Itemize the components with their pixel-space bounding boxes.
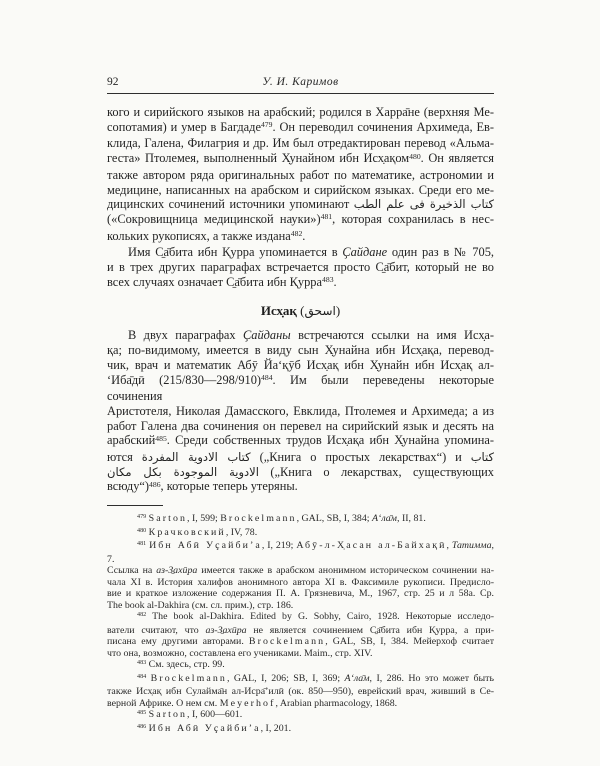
- text-segment: , I, 600—601.: [187, 709, 243, 721]
- text-segment: , которые теперь утеряны.: [160, 479, 298, 494]
- arabic-phrase: كتاب: [470, 450, 494, 465]
- text-line: [107, 479, 494, 496]
- text-segment: Ибн Абӣ Уҫайби’а: [148, 722, 261, 734]
- text-segment: кого и сирийского языков на арабский; родился в Харра̄не (верхняя Ме-: [107, 105, 494, 119]
- text-segment: , GAL, SB, I, 384;: [296, 513, 372, 525]
- text-segment: , II, 81.: [397, 513, 426, 525]
- text-line: [107, 212, 494, 229]
- text-line: [107, 686, 494, 698]
- footnote-ref: 481: [137, 541, 147, 548]
- footnote-ref: 485: [155, 433, 167, 443]
- text-line: [107, 105, 494, 120]
- running-title: У. И. Каримов: [262, 76, 339, 88]
- footnote-ref: 486: [149, 480, 161, 490]
- text-line: [107, 611, 494, 625]
- text-segment: The book al-Dakhira. Edited by G. Sobhy, Cairo, 1928. Некоторые исследо-: [146, 611, 494, 623]
- footnote-ref: 486: [137, 723, 147, 730]
- text-segment: («Сокровищница медицинской науки»): [107, 211, 321, 226]
- text-segment: Ҫайданы: [242, 328, 291, 343]
- text-segment: . Им были переведены некоторые сочинения: [107, 372, 494, 404]
- text-segment: не является сочинением С̱а̄бита ибн Қурра, а при-: [246, 624, 494, 636]
- text-segment: . Среди собственных трудов Исх̣ақа ибн Х̣унайна упомина-: [166, 433, 494, 448]
- text-line: [107, 465, 494, 480]
- footnote-ref: 481: [320, 212, 333, 222]
- text-segment: что она, возможно, составлена его учениками. Maim., стр. XIV.: [107, 647, 373, 659]
- text-segment: , I, 286. Но это может быть: [369, 672, 494, 684]
- footnote-ref: 480: [409, 151, 421, 161]
- footnotes: [107, 513, 494, 736]
- text-segment: См. здесь, стр. 99.: [146, 659, 225, 671]
- text-segment: .: [302, 228, 306, 243]
- text-segment: один раз в № 705,: [387, 245, 494, 260]
- text-segment: Ссылка на: [107, 565, 157, 577]
- running-head: [107, 76, 494, 94]
- text-line: [107, 636, 494, 648]
- text-line: [107, 328, 494, 343]
- text-segment: аз-З̱ахӣра: [156, 565, 198, 577]
- footnote-ref: 483: [322, 275, 334, 285]
- text-segment: Brockelmann: [220, 513, 297, 525]
- text-block: [107, 76, 494, 736]
- text-line: [107, 183, 494, 198]
- text-segment: . Он переводил сочинения Архимеда, Ев-: [272, 119, 494, 134]
- footnote-separator: [107, 505, 163, 506]
- text-segment: ‘Иба̄дӣ (215/830—298/910): [107, 372, 262, 387]
- text-segment: Sarton: [148, 709, 188, 721]
- text-segment: сопотамия) и умер в Багдаде: [107, 119, 261, 134]
- text-line: [107, 245, 494, 260]
- text-segment: также автором ряда оригинальных работ по математике, астрономии и: [107, 167, 494, 182]
- footnote-ref: 483: [137, 660, 147, 667]
- text-segment: Имя С̱а̄бита ибн Қурра упоминается в: [128, 245, 343, 260]
- text-segment: („Книга о простых лекарствах“) и: [250, 450, 471, 465]
- text-line: [107, 709, 494, 723]
- text-segment: Brockelmann: [150, 672, 227, 684]
- text-segment: аз-З̱ахӣра: [205, 624, 247, 636]
- section-heading: [107, 303, 494, 319]
- text-segment: , I, 201.: [260, 722, 292, 734]
- text-segment: геста» Птолемея, выполненный Х̣унайном ибн Исх̣ақом: [107, 151, 410, 166]
- text-line: [107, 260, 494, 275]
- text-segment: , IV, 78.: [225, 526, 258, 538]
- text-segment: клида, Галена, Филагрия и др. Им был отредактирован перевод «Альма-: [107, 136, 494, 151]
- text-segment: арабский: [107, 433, 156, 448]
- text-segment: . Он является: [420, 151, 494, 166]
- text-line: [107, 673, 494, 687]
- text-line: [107, 659, 494, 673]
- text-segment: The book al-Dakhira (см. сл. прим.), стр. 186.: [107, 599, 294, 611]
- text-segment: Sarton: [148, 513, 188, 525]
- text-segment: Татимма: [451, 540, 492, 552]
- text-line: [107, 527, 494, 541]
- text-segment: Крачковский: [148, 526, 226, 538]
- text-segment: , GAL, I, 206; SB, I, 369;: [226, 672, 345, 684]
- text-line: [107, 648, 494, 660]
- text-segment: , I, 219;: [261, 540, 297, 552]
- arabic-phrase: اسحق: [304, 304, 336, 319]
- text-line: [107, 600, 494, 612]
- arabic-phrase: كتاب الادوية المفردة: [141, 450, 251, 465]
- text-segment: Исх̣ақ: [260, 303, 301, 319]
- text-segment: Meyerhof: [219, 697, 276, 709]
- text-line: [107, 513, 494, 527]
- text-line: [107, 120, 494, 137]
- text-segment: .: [333, 274, 337, 289]
- body-text: [107, 105, 494, 496]
- text-segment: дицинских сочинений источники упоминают: [107, 197, 354, 212]
- text-line: [107, 540, 494, 565]
- text-segment: Brockelmann: [248, 636, 326, 648]
- text-line: [107, 577, 494, 589]
- text-line: [107, 136, 494, 151]
- text-line: [107, 168, 494, 183]
- text-segment: , которая сохранилась в нес-: [332, 211, 494, 226]
- text-segment: , GAL, SB, I, 384. Мейерхоф считает: [325, 636, 495, 648]
- footnote-ref: 485: [137, 710, 147, 717]
- arabic-phrase: كتاب الذخيرة فى علم الطب: [353, 197, 494, 212]
- text-line: [107, 358, 494, 373]
- text-line: [107, 565, 494, 577]
- text-segment: ): [335, 303, 341, 319]
- text-segment: чала XI в. История халифов анонимного автора XI в. Факсимиле рукописи. Предисло-: [107, 576, 494, 588]
- text-segment: Ҫайдане: [342, 245, 388, 260]
- text-line: [107, 450, 494, 465]
- text-line: [107, 698, 494, 710]
- text-segment: (: [300, 303, 305, 319]
- text-segment: ются: [107, 450, 142, 465]
- footnote-ref: 484: [261, 373, 273, 383]
- text-segment: писана ему другими авторами.: [107, 636, 249, 648]
- footnote-ref: 482: [137, 612, 147, 619]
- text-segment: Аристотеля, Николая Дамасского, Евклида, Птолемея и Архимеда; а из: [107, 403, 494, 418]
- text-line: [107, 343, 494, 358]
- text-line: [107, 625, 494, 637]
- text-line: [107, 373, 494, 404]
- text-segment: А‘ла̄м: [372, 513, 397, 525]
- text-line: [107, 433, 494, 450]
- text-line: [107, 229, 494, 246]
- text-segment: Абӯ-л-Х̣асан ал-Байхақӣ: [296, 540, 447, 552]
- text-segment: қа; по-видимому, имеется в виду сын Х̣унайна ибн Исх̣ақа, перевод-: [107, 343, 494, 358]
- text-segment: всюду“): [107, 479, 150, 494]
- footnote-ref: 480: [137, 527, 147, 534]
- footnote-ref: 484: [137, 673, 147, 680]
- text-segment: , 7.: [107, 540, 494, 565]
- text-segment: также Исх̣ақ ибн Сулайма̄н ал-Исра̄’илӣ (ок. 850—950), еврейский врач, живший в Се-: [107, 686, 494, 698]
- text-segment: , I, 599;: [187, 513, 221, 525]
- arabic-phrase: الادوية الموجودة بكل مكان: [107, 464, 259, 479]
- text-line: [107, 404, 494, 419]
- text-segment: работ Галена два сочинения он перевел на сирийский язык и десять на: [107, 418, 494, 433]
- text-segment: Ибн Абӣ Уҫайби’а: [149, 540, 262, 552]
- text-segment: верной Африке. О нем см.: [107, 697, 220, 709]
- text-line: [107, 197, 494, 212]
- text-line: [107, 419, 494, 434]
- footnote-ref: 479: [137, 514, 147, 521]
- text-segment: кольких рукописях, а также издана: [107, 228, 291, 243]
- page-number: 92: [107, 76, 119, 88]
- text-segment: чик, врач и математик Абӯ Йа‘қӯб Исх̣ақ ибн Х̣унайн ибн Исх̣ақ ал-: [107, 357, 494, 372]
- text-segment: , Arabian pharmacology, 1868.: [275, 697, 398, 709]
- text-segment: В двух параграфах: [128, 328, 243, 343]
- text-segment: встречаются ссылки на имя Исх̣а-: [290, 328, 494, 343]
- footnote-ref: 482: [290, 229, 303, 239]
- text-segment: („Книга о лекарствах, существующих: [258, 464, 494, 479]
- text-segment: всех случаях означает С̱а̄бита ибн Қурра: [107, 274, 323, 289]
- text-segment: медицине, написанных на арабском и сирийском языках. Среди его ме-: [107, 182, 494, 197]
- text-segment: имеется также в арабском анонимном историческом сочинении на-: [197, 565, 494, 577]
- text-segment: и в трех других параграфах встречается просто С̱а̄бит, который не во: [107, 260, 494, 275]
- text-segment: ватели считают, что: [107, 624, 206, 636]
- footnote-ref: 479: [260, 120, 273, 130]
- text-line: [107, 151, 494, 168]
- text-segment: А‘ла̄м: [344, 672, 370, 684]
- text-segment: вие и краткое изложение содержания П. А. Грязневича, М., 1967, стр. 25 и л 58а. Ср.: [107, 588, 494, 600]
- text-line: [107, 275, 494, 292]
- text-segment: ,: [446, 540, 452, 552]
- text-line: [107, 723, 494, 737]
- text-line: [107, 588, 494, 600]
